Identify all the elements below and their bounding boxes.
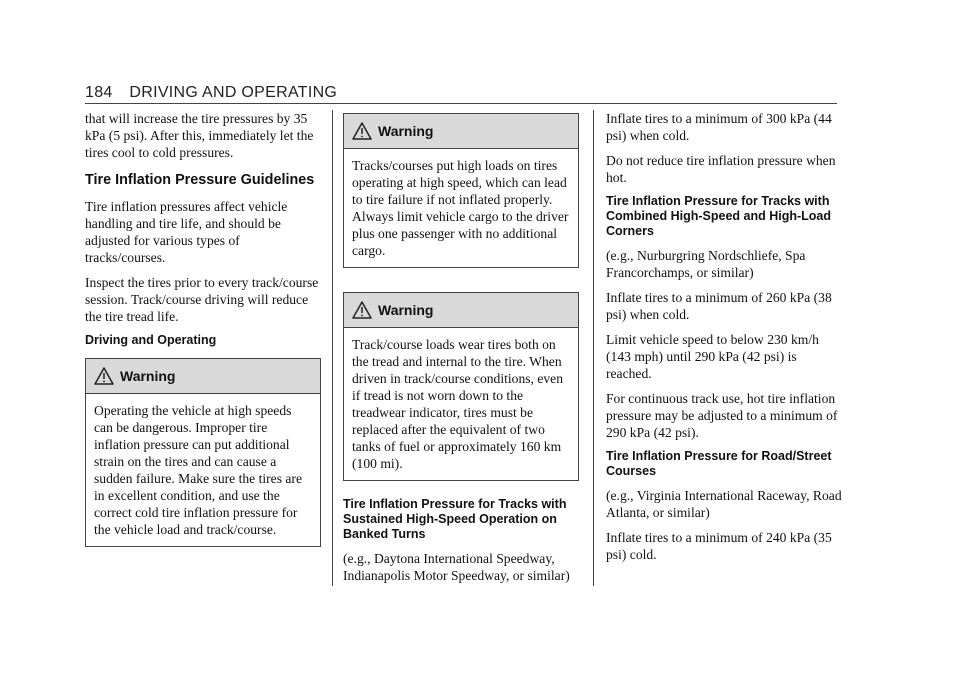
warning-title: Warning [378,123,434,139]
paragraph: Tire inflation pressures affect vehicle handling and tire life, and should be adjusted for various types of tracks/courses. [85,199,288,265]
warning-body [86,394,320,546]
warning-header [344,293,578,328]
page-header [85,84,337,102]
warning-text: Track/course loads wear tires both on the tread and internal to the tire. When driven in track/course conditions, even if tread is not worn down to the treadwear indicator, tires must be replaced after the equivalent of two tanks of fuel or approximately 160 km (100 mi). [352,337,564,471]
paragraph: (e.g., Virginia International Raceway, Road Atlanta, or similar) [606,488,842,520]
paragraph: (e.g., Daytona International Speedway, Indianapolis Motor Speedway, or similar) [343,551,570,583]
paragraph: (e.g., Nurburgring Nordschliefe, Spa Francorchamps, or similar) [606,248,806,280]
section-title: DRIVING AND OPERATING [129,84,338,101]
intro-paragraph: that will increase the tire pressures by 35 kPa (5 psi). After this, immediately let the tires cool to cold pressures. [85,111,314,160]
column-divider-2 [593,110,594,586]
column-3 [606,110,842,571]
paragraph: Inflate tires to a minimum of 240 kPa (35 psi) cold. [606,530,832,562]
warning-triangle-icon [352,301,372,319]
subheading: Tire Inflation Pressure for Tracks with Sustained High-Speed Operation on Banked Turns [343,497,567,541]
paragraph: Limit vehicle speed to below 230 km/h (143 mph) until 290 kPa (42 psi) is reached. [606,332,819,381]
warning-text: Operating the vehicle at high speeds can be dangerous. Improper tire inflation pressure can put additional strain on the tires and can cause a sudden failure. Make sure the tires are in excellent condition, and use the correct cold tire inflation pressure for the vehicle load and track/course. [94,403,302,537]
page-number: 184 [85,84,113,101]
spacer [343,276,579,292]
warning-title: Warning [378,302,434,318]
warning-triangle-icon [352,122,372,140]
section-heading: Tire Inflation Pressure Guidelines [85,172,315,188]
column-divider-1 [332,110,333,586]
warning-body [344,149,578,267]
header-rule [85,103,837,104]
paragraph: For continuous track use, hot tire inflation pressure may be adjusted to a minimum of 290 kPa (42 psi). [606,391,838,440]
warning-body [344,328,578,480]
subheading: Tire Inflation Pressure for Tracks with Combined High-Speed and High-Load Corners [606,194,831,238]
column-1 [85,110,321,555]
warning-box [343,292,579,481]
warning-text: Tracks/courses put high loads on tires operating at high speed, which can lead to tire failure if not inflated properly. Always limit vehicle cargo to the driver plus one passenger with no additional cargo. [352,158,569,258]
subheading: Driving and Operating [85,333,217,347]
paragraph: Inflate tires to a minimum of 260 kPa (38 psi) when cold. [606,290,832,322]
warning-box [85,358,321,547]
column-2 [343,110,579,592]
warning-header [86,359,320,394]
subheading: Tire Inflation Pressure for Road/Street Courses [606,449,832,478]
warning-box [343,113,579,268]
warning-title: Warning [120,368,176,384]
paragraph: Do not reduce tire inflation pressure when hot. [606,153,836,185]
warning-triangle-icon [94,367,114,385]
warning-header [344,114,578,149]
paragraph: Inspect the tires prior to every track/course session. Track/course driving will reduce the tire tread life. [85,275,319,324]
paragraph: Inflate tires to a minimum of 300 kPa (44 psi) when cold. [606,111,832,143]
